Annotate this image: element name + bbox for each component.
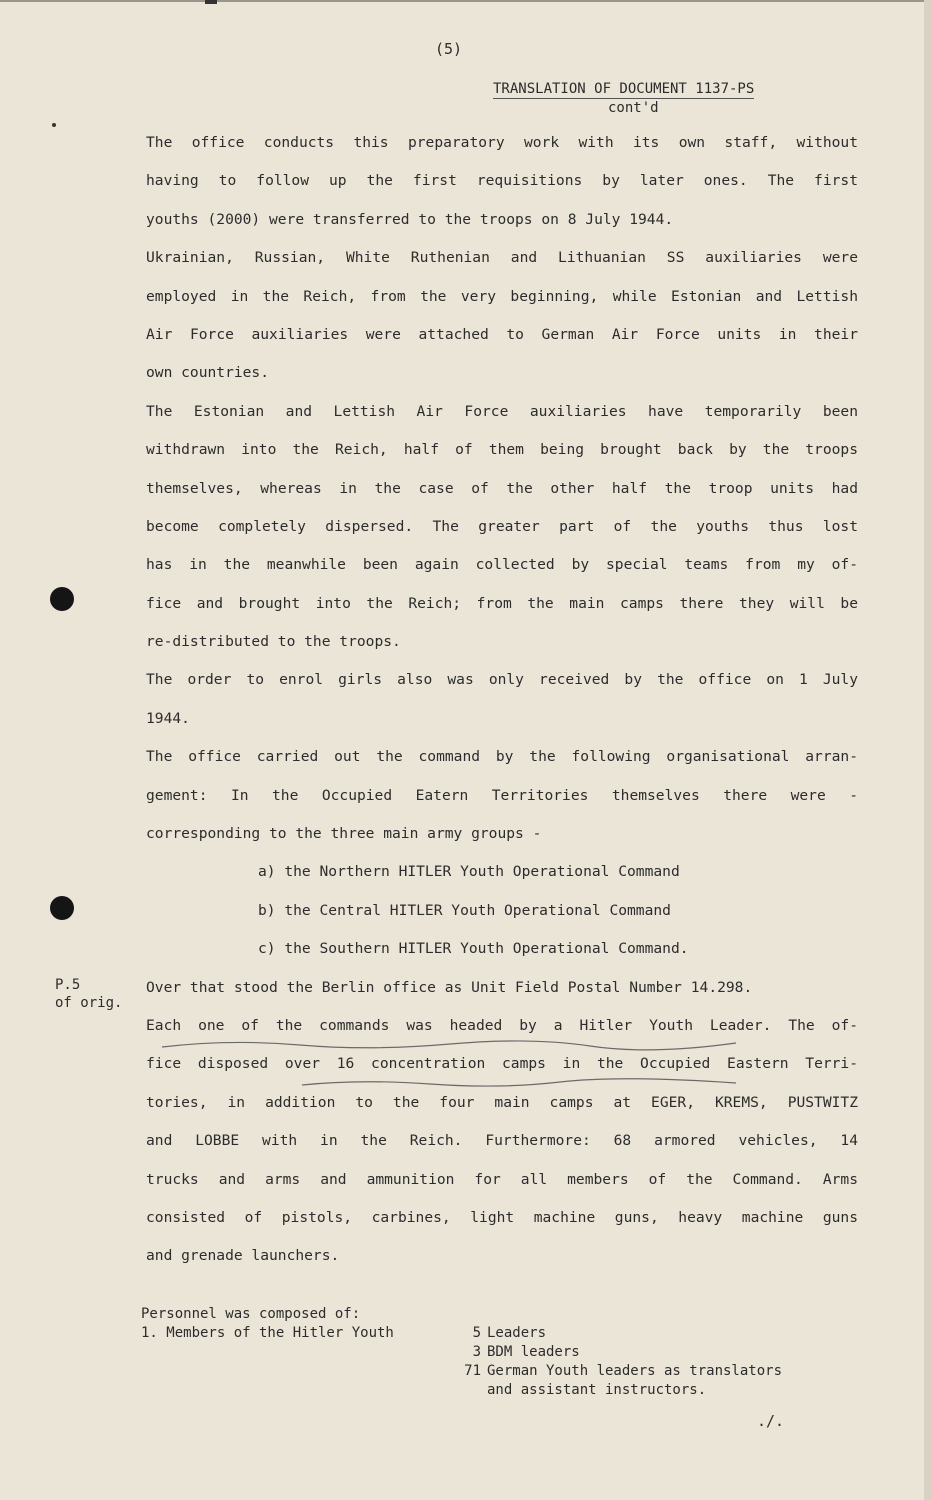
body-line: Air Force auxiliaries were attached to German Air Force units in their: [146, 325, 858, 343]
body-line: and LOBBE with in the Reich. Furthermore: 68 armored vehicles, 14: [146, 1132, 858, 1150]
personnel-count: 3: [472, 1344, 481, 1360]
body-line: The office conducts this preparatory work with its own staff, without: [146, 134, 858, 151]
body-line: Each one of the commands was headed by a Hitler Youth Leader. The of-: [146, 1016, 858, 1034]
body-line: fice and brought into the Reich; from the main camps there they will be: [146, 594, 858, 612]
list-item: a) the Northern HITLER Youth Operational Command: [258, 863, 680, 881]
personnel-row: [141, 1362, 782, 1381]
punch-hole-upper: [50, 587, 74, 611]
personnel-role: German Youth leaders as translators: [487, 1363, 783, 1379]
personnel-intro: Personnel was composed of:: [141, 1306, 361, 1322]
body-line: re-distributed to the troops.: [146, 633, 401, 651]
body-line: employed in the Reich, from the very beginning, while Estonian and Lettish: [146, 287, 858, 305]
margin-note: [55, 976, 122, 1012]
top-edge-line: [0, 0, 932, 2]
body-line: tories, in addition to the four main camps at EGER, KREMS, PUSTWITZ: [146, 1093, 858, 1111]
body-line: fice disposed over 16 concentration camps in the Occupied Eastern Terri-: [146, 1055, 858, 1073]
body-line: become completely dispersed. The greater part of the youths thus lost: [146, 517, 858, 535]
body-line: The Estonian and Lettish Air Force auxiliaries have temporarily been: [146, 402, 858, 420]
header-contd: cont'd: [608, 100, 659, 116]
body-line: having to follow up the first requisitions by later ones. The first: [146, 172, 858, 190]
personnel-role: BDM leaders: [487, 1344, 580, 1360]
header-title: TRANSLATION OF DOCUMENT 1137-PS: [493, 81, 755, 97]
personnel-role: Leaders: [487, 1325, 547, 1341]
paper-speck: [52, 123, 56, 127]
personnel-row: [141, 1343, 782, 1362]
body-line: and grenade launchers.: [146, 1247, 340, 1265]
body-line: 1944.: [146, 709, 190, 727]
body-line: The office carried out the command by the following organisational arran-: [146, 748, 858, 766]
paper-edge: [924, 0, 932, 1500]
body-line: trucks and arms and ammunition for all members of the Command. Arms: [146, 1170, 858, 1188]
personnel-block: [141, 1305, 782, 1400]
body-line: Ukrainian, Russian, White Ruthenian and Lithuanian SS auxiliaries were: [146, 249, 858, 267]
pencil-underline: [160, 1038, 740, 1052]
list-item: c) the Southern HITLER Youth Operational Command.: [258, 940, 689, 958]
body-line: The order to enrol girls also was only received by the office on 1 July: [146, 671, 858, 689]
body-line: Over that stood the Berlin office as Unit Field Postal Number 14.298.: [146, 978, 753, 996]
body-line: gement: In the Occupied Eatern Territories themselves there were -: [146, 786, 858, 804]
body-text: [146, 131, 858, 1283]
body-line: withdrawn into the Reich, half of them being brought back by the troops: [146, 441, 858, 459]
personnel-group-label: 1. Members of the Hitler Youth: [141, 1325, 394, 1341]
personnel-row: [141, 1381, 782, 1400]
personnel-row: [141, 1324, 782, 1343]
document-header: [493, 80, 754, 117]
punch-hole-lower: [50, 896, 74, 920]
continuation-mark: ./.: [757, 1412, 785, 1430]
body-line: corresponding to the three main army groups -: [146, 825, 542, 843]
pencil-underline: [300, 1076, 740, 1090]
body-line: has in the meanwhile been again collected by special teams from my of-: [146, 556, 858, 574]
personnel-role: and assistant instructors.: [487, 1382, 707, 1398]
body-line: youths (2000) were transferred to the troops on 8 July 1944.: [146, 210, 674, 228]
margin-note-orig: of orig.: [55, 995, 123, 1011]
body-line: own countries.: [146, 364, 270, 382]
body-line: consisted of pistols, carbines, light machine guns, heavy machine guns: [146, 1208, 858, 1226]
margin-note-page: P.5: [55, 977, 81, 993]
top-edge-mark: [205, 0, 217, 4]
personnel-count: 5: [472, 1325, 481, 1341]
page-number: (5): [435, 40, 463, 58]
personnel-count: 71: [464, 1363, 481, 1379]
list-item: b) the Central HITLER Youth Operational Command: [258, 901, 671, 919]
body-line: themselves, whereas in the case of the other half the troop units had: [146, 479, 858, 497]
